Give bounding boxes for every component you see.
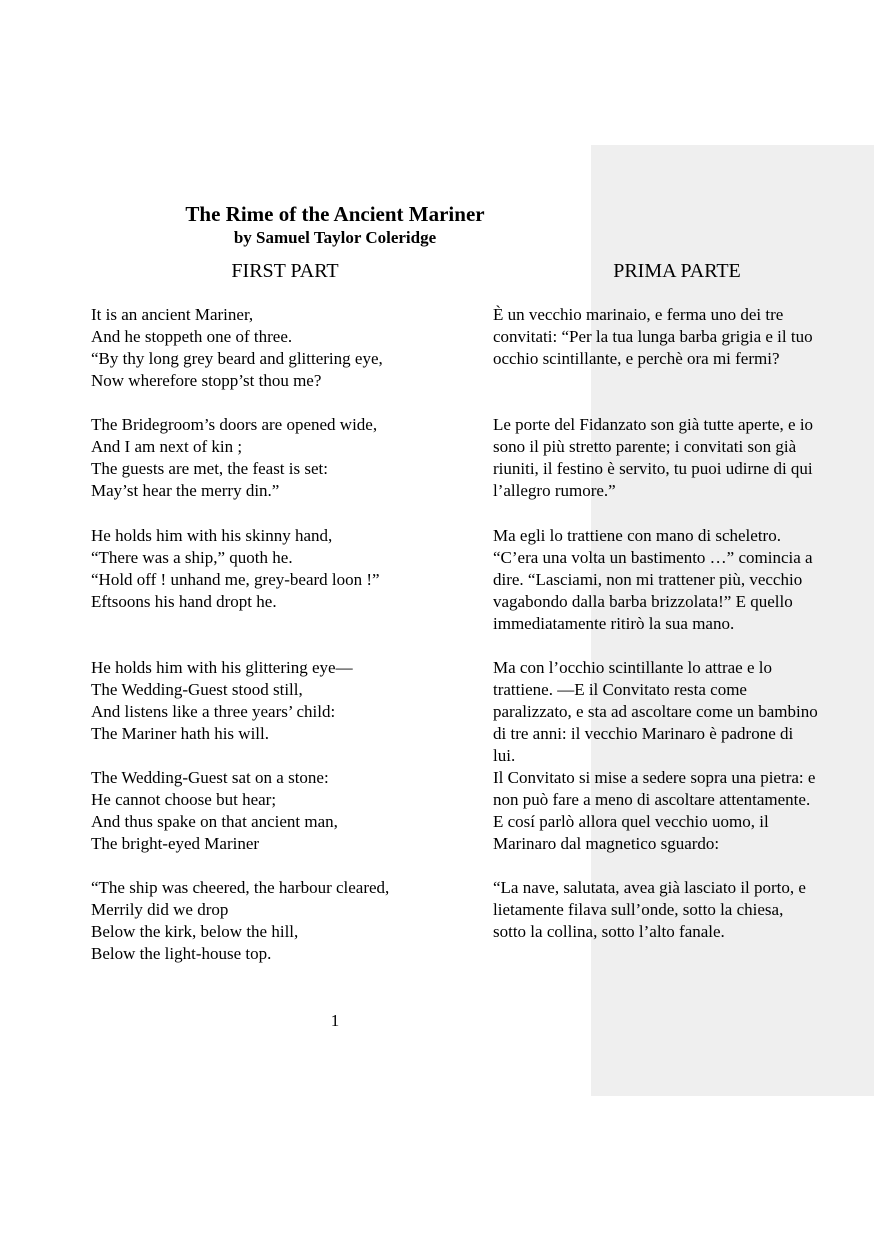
italian-part-heading: PRIMA PARTE (613, 260, 741, 282)
english-stanza-6: “The ship was cheered, the harbour cleared, Merrily did we drop Below the kirk, below the hill, Below the light-house top. (91, 878, 390, 963)
english-stanza-1: It is an ancient Mariner, And he stoppeth one of three. “By thy long grey beard and glittering eye, Now wherefore stopp’st thou me? (91, 305, 383, 390)
italian-stanza-2: Le porte del Fidanzato son già tutte aperte, e io sono il più stretto parente; i convitati son già riuniti, il festino è servito, tu puoi udirne di qui l’allegro rumore.” (493, 415, 814, 500)
page-number: 1 (330, 1011, 340, 1030)
poem-title: The Rime of the Ancient Mariner (185, 202, 485, 226)
english-stanza-4: He holds him with his glittering eye— The Wedding-Guest stood still, And listens like a three years’ child: The Mariner hath his will. (91, 658, 353, 743)
english-stanza-5: The Wedding-Guest sat on a stone: He cannot choose but hear; And thus spake on that ancient man, The bright-eyed Mariner (91, 768, 338, 853)
italian-stanza-6: “La nave, salutata, avea già lasciato il porto, e lietamente filava sull’onde, sotto la chiesa, sotto la collina, sotto l’alto fanale. (493, 878, 806, 941)
english-stanza-3: He holds him with his skinny hand, “There was a ship,” quoth he. “Hold off ! unhand me, grey-beard loon !” Eftsoons his hand dropt he. (91, 526, 380, 611)
italian-stanza-3: Ma egli lo trattiene con mano di scheletro. “C’era una volta un bastimento …” comincia a dire. “Lasciami, non mi trattener più, vecchio vagabondo dalla barba brizzolata!” E quello immediatamente ritirò la sua mano. (493, 526, 813, 633)
italian-stanza-1: È un vecchio marinaio, e ferma uno dei tre convitati: “Per la tua lunga barba grigia e il tuo occhio scintillante, e perchè ora mi fermi? (493, 305, 813, 368)
italian-stanza-5: Il Convitato si mise a sedere sopra una pietra: e non può fare a meno di ascoltare attentamente. E cosí parlò allora quel vecchio uomo, il Marinaro dal magnetico sguardo: (493, 768, 816, 853)
english-part-heading: FIRST PART (231, 260, 339, 282)
english-stanza-2: The Bridegroom’s doors are opened wide, And I am next of kin ; The guests are met, the feast is set: May’st hear the merry din.” (91, 415, 378, 500)
italian-stanza-4: Ma con l’occhio scintillante lo attrae e lo trattiene. —E il Convitato resta come paralizzato, e sta ad ascoltare come un bambino di tre anni: il vecchio Marinaro è padrone di lui. (493, 658, 818, 765)
poem-author: by Samuel Taylor Coleridge (233, 228, 437, 247)
